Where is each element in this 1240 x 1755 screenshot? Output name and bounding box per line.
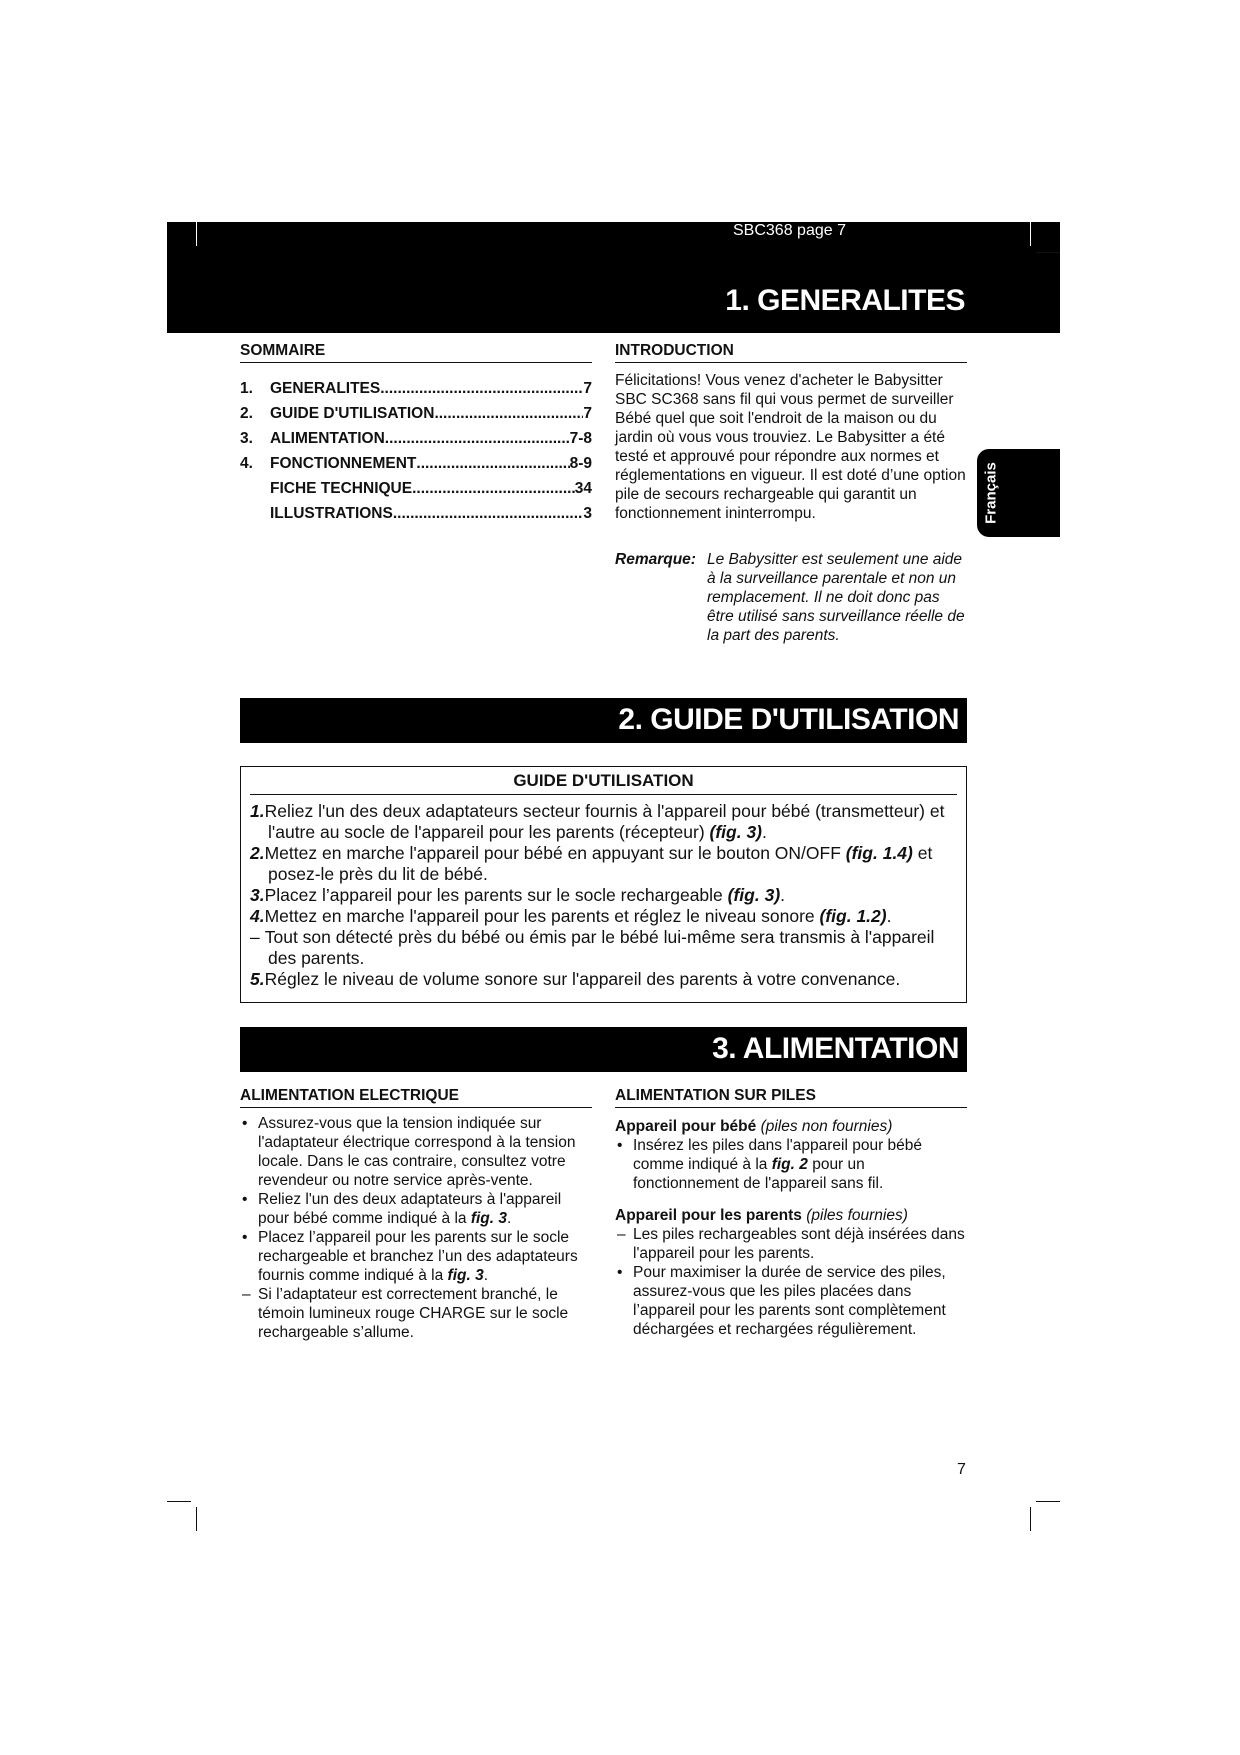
parents-subheading-note: (piles fournies) <box>806 1207 908 1224</box>
list-text: Les piles rechargeables sont déjà insérées dans l'appareil pour les parents. <box>633 1226 965 1262</box>
list-item <box>615 1136 967 1193</box>
guide-step-text: Mettez en marche l'appareil pour bébé en appuyant sur le bouton ON/OFF <box>264 843 846 863</box>
page-ref: SBC368 page 7 <box>733 222 846 239</box>
guide-step-number: 3. <box>250 885 265 905</box>
list-marker: • <box>242 1191 248 1208</box>
crop-mark <box>196 222 197 246</box>
toc-dots <box>416 451 569 476</box>
toc-label: ILLUSTRATIONS <box>270 505 393 522</box>
crop-mark <box>167 1501 191 1502</box>
list-fig: fig. 2 <box>771 1156 808 1173</box>
list-fig: fig. 3 <box>470 1210 508 1227</box>
guide-step-after: et posez-le près du lit de bébé. <box>268 843 933 884</box>
list-marker: – <box>242 1286 251 1303</box>
list-after: . <box>483 1267 489 1284</box>
parents-subheading-label: Appareil pour les parents <box>615 1207 802 1224</box>
guide-steps <box>250 801 962 990</box>
guide-step <box>250 843 962 885</box>
toc-row <box>240 451 592 476</box>
section2-bar <box>240 698 967 743</box>
guide-step-after: . <box>780 885 786 905</box>
toc-label: FONCTIONNEMENT <box>270 455 417 472</box>
introduction-text: Félicitations! Vous venez d'acheter le Babysitter SBC SC368 sans fil qui vous permet de surveiller Bébé quel que soit l'endroit de la maison ou du jardin où vous vous trouviez. Le Babysitter a été testé et approuvé pour répondre aux normes et réglementations en vigueur. Il est doté d’une option pile de secours rechargeable qui garantit un fonctionnement ininterrompu. <box>615 372 966 522</box>
alimentation-electrique-heading: ALIMENTATION ELECTRIQUE <box>240 1087 592 1108</box>
section2-title: 2. GUIDE D'UTILISATION <box>618 703 959 736</box>
list-text: Insérez les piles dans l'appareil pour bébé comme indiqué à la <box>633 1137 923 1173</box>
guide-step <box>250 801 962 843</box>
list-item <box>615 1225 967 1263</box>
list-text: Assurez-vous que la tension indiquée sur l'adaptateur électrique correspond à la tension locale. Dans le cas contraire, consultez votre revendeur ou notre service après-vente. <box>258 1115 576 1189</box>
table-of-contents <box>240 376 592 526</box>
header-band <box>167 222 1060 333</box>
guide-step-number: – <box>250 927 260 947</box>
list-after: pour un fonctionnement de l'appareil sans fil. <box>633 1156 884 1192</box>
toc-row <box>240 476 592 501</box>
guide-step-after: . <box>886 906 892 926</box>
introduction-heading: INTRODUCTION <box>615 342 967 363</box>
section3-bar <box>240 1027 967 1072</box>
guide-step-after: . <box>762 822 767 842</box>
guide-step <box>250 885 962 906</box>
toc-page: 7 <box>583 380 592 397</box>
language-tab <box>977 449 1060 537</box>
toc-number <box>240 476 270 501</box>
toc-page: 34 <box>574 480 592 497</box>
guide-step <box>250 927 962 969</box>
parents-subheading <box>615 1206 967 1225</box>
toc-page: 8-9 <box>569 455 592 472</box>
section1-title: 1. GENERALITES <box>725 284 965 317</box>
guide-step-fig: (fig. 1.4) <box>845 843 913 863</box>
toc-number: 1. <box>240 380 253 397</box>
list-text: Reliez l'un des deux adaptateurs à l'appareil pour bébé comme indiqué à la <box>258 1191 562 1227</box>
list-item <box>615 1263 967 1339</box>
list-marker: • <box>617 1137 623 1154</box>
crop-mark <box>1030 1507 1031 1531</box>
guide-step-number: 2. <box>250 843 265 863</box>
alimentation-electrique-list <box>240 1114 592 1342</box>
guide-step-text: Reliez l'un des deux adaptateurs secteur fournis à l'appareil pour bébé (transmetteur) et l'autre au socle de l'appareil pour les parents (récepteur) <box>264 801 945 842</box>
toc-dots <box>380 376 583 401</box>
list-item <box>240 1114 592 1190</box>
guide-step-fig: (fig. 3) <box>727 885 781 905</box>
guide-step-fig: (fig. 3) <box>709 822 763 842</box>
bebe-subheading-note: (piles non fournies) <box>760 1118 893 1135</box>
guide-step-text: Mettez en marche l'appareil pour les parents et réglez le niveau sonore <box>264 906 820 926</box>
guide-step-text: Réglez le niveau de volume sonore sur l'appareil des parents à votre convenance. <box>264 969 901 989</box>
toc-dots <box>385 426 570 451</box>
toc-label: GUIDE D'UTILISATION <box>270 405 435 422</box>
guide-box <box>240 766 967 1003</box>
toc-number: 4. <box>240 455 253 472</box>
toc-number: 3. <box>240 430 253 447</box>
guide-step-text: Tout son détecté près du bébé ou émis par le bébé lui-même sera transmis à l'appareil des parents. <box>264 927 935 968</box>
toc-row <box>240 376 592 401</box>
toc-dots <box>393 501 584 526</box>
language-tab-label: Français <box>982 462 1000 524</box>
guide-step-number: 4. <box>250 906 265 926</box>
page-number: 7 <box>957 1461 966 1478</box>
list-marker: • <box>242 1115 248 1132</box>
remark-text: Le Babysitter est seulement une aide à la surveillance parentale et non un remplacement. Il ne doit donc pas être utilisé sans surveillance réelle de la part des parents. <box>707 551 965 644</box>
list-text: Placez l’appareil pour les parents sur le socle rechargeable et branchez l’un des adaptateurs fournis comme indiqué à la <box>258 1229 578 1284</box>
list-item <box>240 1190 592 1228</box>
remark-label: Remarque: <box>615 551 696 568</box>
crop-mark <box>1036 1501 1060 1502</box>
toc-row <box>240 426 592 451</box>
bebe-list <box>615 1136 967 1193</box>
list-text: Si l’adaptateur est correctement branché, le témoin lumineux rouge CHARGE sur le socle rechargeable s’allume. <box>258 1286 569 1341</box>
toc-label: ALIMENTATION <box>270 430 385 447</box>
parents-list <box>615 1225 967 1339</box>
toc-number: 2. <box>240 405 253 422</box>
guide-step <box>250 969 962 990</box>
guide-step-text: Placez l’appareil pour les parents sur le socle rechargeable <box>264 885 728 905</box>
toc-page: 7-8 <box>569 430 592 447</box>
guide-step <box>250 906 962 927</box>
toc-page: 7 <box>583 405 592 422</box>
guide-step-fig: (fig. 1.2) <box>819 906 887 926</box>
toc-page: 3 <box>583 505 592 522</box>
bebe-subheading-label: Appareil pour bébé <box>615 1118 757 1135</box>
toc-label: GENERALITES <box>270 380 381 397</box>
bebe-subheading <box>615 1117 967 1136</box>
list-item <box>240 1285 592 1342</box>
list-marker: • <box>617 1264 623 1281</box>
list-item <box>240 1228 592 1285</box>
list-marker: • <box>242 1229 248 1246</box>
toc-dots <box>412 476 575 501</box>
toc-row <box>240 501 592 526</box>
remark <box>615 550 967 645</box>
crop-mark <box>196 1507 197 1531</box>
toc-row <box>240 401 592 426</box>
list-after: . <box>507 1210 512 1227</box>
crop-mark <box>1036 252 1060 253</box>
guide-step-number: 5. <box>250 969 265 989</box>
guide-box-title: GUIDE D'UTILISATION <box>250 771 957 795</box>
alimentation-piles-content <box>615 1117 967 1339</box>
list-fig: fig. 3 <box>447 1267 484 1284</box>
alimentation-piles-heading: ALIMENTATION SUR PILES <box>615 1087 967 1108</box>
sommaire-heading: SOMMAIRE <box>240 342 592 363</box>
toc-label: FICHE TECHNIQUE <box>270 480 413 497</box>
list-text: Pour maximiser la durée de service des piles, assurez-vous que les piles placées dans l’appareil pour les parents sont complètement déchargées et rechargées régulièrement. <box>633 1264 946 1338</box>
list-marker: – <box>617 1226 626 1243</box>
section3-title: 3. ALIMENTATION <box>712 1032 959 1065</box>
toc-number <box>240 501 270 526</box>
guide-step-number: 1. <box>250 801 265 821</box>
crop-mark <box>1030 222 1031 246</box>
toc-dots <box>434 401 583 426</box>
